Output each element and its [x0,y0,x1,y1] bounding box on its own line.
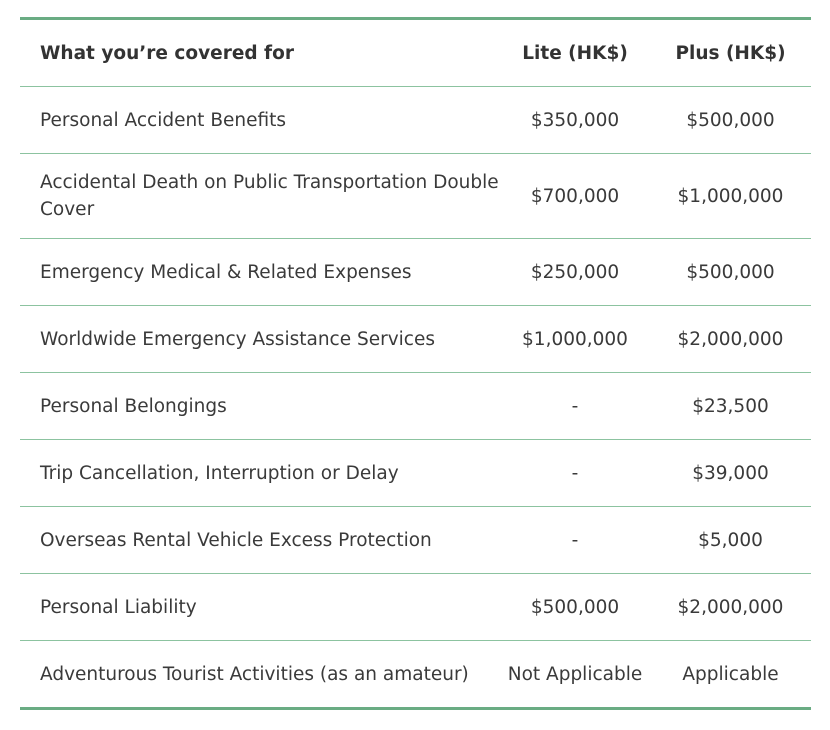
row-lite-value: - [500,440,650,507]
row-coverage: Worldwide Emergency Assistance Services [20,306,500,373]
header-coverage: What you’re covered for [20,20,500,87]
row-coverage: Personal Accident Benefits [40,109,287,131]
row-plus-value: $2,000,000 [650,574,811,641]
table-bottom-rule [20,707,811,710]
row-lite-value: $1,000,000 [500,306,650,373]
row-plus-value: $500,000 [650,239,811,306]
row-lite-value: - [500,373,650,440]
row-coverage: Personal Liability [20,574,500,641]
row-plus-value: Applicable [650,641,811,708]
row-plus-value: $2,000,000 [650,306,811,373]
coverage-table-container [20,17,811,710]
header-lite: Lite (HK$) [500,20,650,87]
row-lite-value: $250,000 [500,239,650,306]
row-plus-value: $39,000 [650,440,811,507]
row-lite-value: Not Applicable [500,641,650,708]
row-coverage: Emergency Medical & Related Expenses [20,239,500,306]
row-lite-value: $350,000 [530,109,620,131]
row-lite-value: $500,000 [500,574,650,641]
row-lite-value: - [500,507,650,574]
table-row [20,239,811,306]
table-row [20,87,811,154]
row-lite-value: $700,000 [500,154,650,239]
row-coverage: Personal Belongings [20,373,500,440]
coverage-table [20,20,811,707]
table-header-row [20,20,811,87]
row-coverage: Adventurous Tourist Activities (as an amateur) [20,641,500,708]
table-row [20,306,811,373]
row-plus-value: $23,500 [650,373,811,440]
table-row [20,154,811,239]
table-row [20,507,811,574]
header-plus: Plus (HK$) [650,20,811,87]
table-row [20,373,811,440]
row-coverage: Trip Cancellation, Interruption or Delay [20,440,500,507]
row-plus-value: $5,000 [650,507,811,574]
table-row [20,641,811,708]
table-row [20,574,811,641]
row-coverage: Accidental Death on Public Transportation Double Cover [20,154,500,239]
table-row [20,440,811,507]
row-coverage: Overseas Rental Vehicle Excess Protection [20,507,500,574]
row-plus-value: $1,000,000 [650,154,811,239]
row-plus-value: $500,000 [686,109,775,131]
